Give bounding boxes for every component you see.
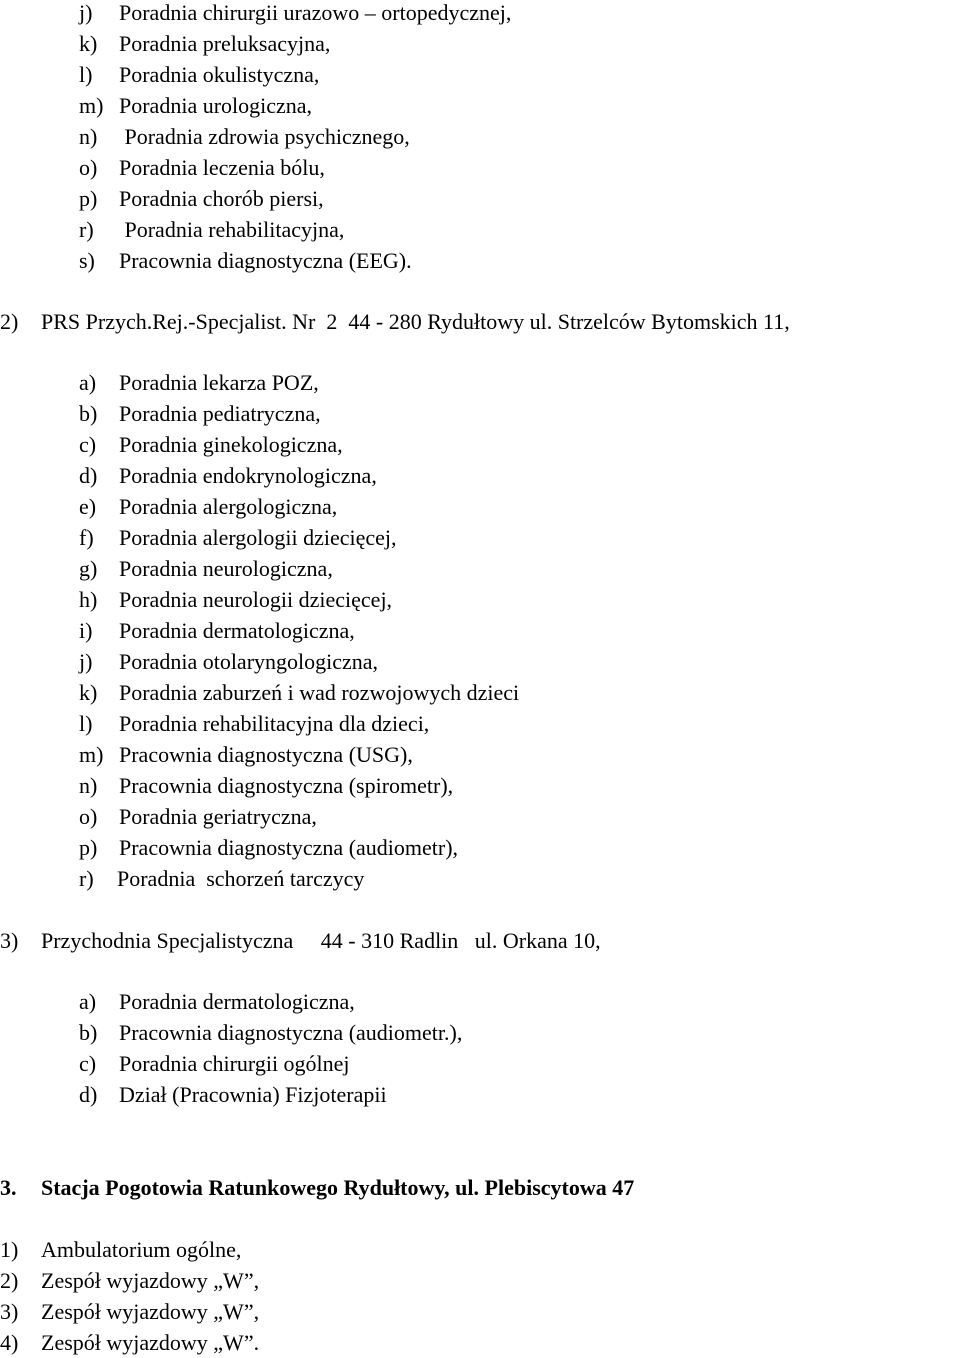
list-item: d) Poradnia endokrynologiczna, — [79, 463, 377, 488]
list-item: 1) Ambulatorium ogólne, — [0, 1237, 242, 1262]
list-item: g) Poradnia neurologiczna, — [79, 556, 333, 581]
list-item: 4) Zespół wyjazdowy „W”. — [0, 1330, 260, 1355]
list-item: s) Pracownia diagnostyczna (EEG). — [79, 248, 412, 273]
list-item: l) Poradnia rehabilitacyjna dla dzieci, — [79, 711, 430, 736]
list-item: b) Pracownia diagnostyczna (audiometr.), — [79, 1020, 463, 1045]
list-item: r) Poradnia schorzeń tarczycy — [79, 866, 365, 891]
list-item: j) Poradnia otolaryngologiczna, — [79, 649, 379, 674]
list-item: p) Pracownia diagnostyczna (audiometr), — [79, 835, 459, 860]
list-item: n) Pracownia diagnostyczna (spirometr), — [79, 773, 454, 798]
facility-heading: 3) Przychodnia Specjalistyczna 44 - 310 Radlin ul. Orkana 10, — [0, 928, 601, 953]
list-item: c) Poradnia chirurgii ogólnej — [79, 1051, 350, 1076]
list-item: r) Poradnia rehabilitacyjna, — [79, 217, 345, 242]
list-item: j) Poradnia chirurgii urazowo – ortopedycznej, — [79, 0, 512, 25]
list-item: d) Dział (Pracownia) Fizjoterapii — [79, 1082, 387, 1107]
list-item: k) Poradnia preluksacyjna, — [79, 31, 331, 56]
list-item: a) Poradnia dermatologiczna, — [79, 989, 355, 1014]
list-item: b) Poradnia pediatryczna, — [79, 401, 321, 426]
list-item: h) Poradnia neurologii dziecięcej, — [79, 587, 393, 612]
list-item: 2) Zespół wyjazdowy „W”, — [0, 1268, 260, 1293]
list-item: f) Poradnia alergologii dziecięcej, — [79, 525, 397, 550]
list-item: c) Poradnia ginekologiczna, — [79, 432, 343, 457]
list-item: a) Poradnia lekarza POZ, — [79, 370, 319, 395]
list-item: p) Poradnia chorób piersi, — [79, 186, 324, 211]
list-item: m) Poradnia urologiczna, — [79, 93, 313, 118]
list-item: o) Poradnia geriatryczna, — [79, 804, 317, 829]
list-item: n) Poradnia zdrowia psychicznego, — [79, 124, 410, 149]
section-heading: 3. Stacja Pogotowia Ratunkowego Rydułtowy, ul. Plebiscytowa 47 — [0, 1175, 635, 1200]
list-item: l) Poradnia okulistyczna, — [79, 62, 320, 87]
list-item: i) Poradnia dermatologiczna, — [79, 618, 355, 643]
list-item: e) Poradnia alergologiczna, — [79, 494, 338, 519]
facility-heading: 2) PRS Przych.Rej.-Specjalist. Nr 2 44 - 280 Rydułtowy ul. Strzelców Bytomskich 11, — [0, 309, 790, 334]
list-item: 3) Zespół wyjazdowy „W”, — [0, 1299, 260, 1324]
list-item: k) Poradnia zaburzeń i wad rozwojowych dzieci — [79, 680, 520, 705]
list-item: o) Poradnia leczenia bólu, — [79, 155, 325, 180]
list-item: m) Pracownia diagnostyczna (USG), — [79, 742, 413, 767]
